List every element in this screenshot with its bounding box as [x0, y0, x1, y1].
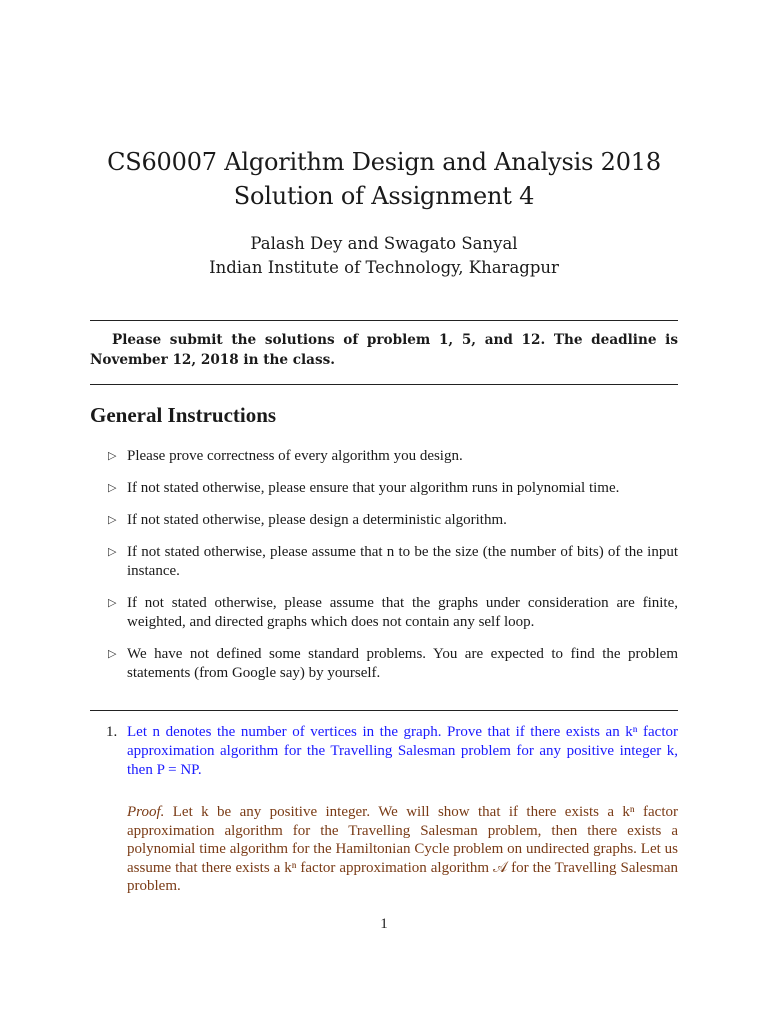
document-title: [0, 145, 768, 213]
author-affiliation: Indian Institute of Technology, Kharagpur: [209, 258, 559, 277]
instruction-item: [108, 543, 678, 581]
triangle-bullet-icon: ▷: [108, 546, 117, 558]
triangle-bullet-icon: ▷: [108, 648, 117, 660]
triangle-bullet-icon: ▷: [108, 597, 117, 609]
instruction-item: [108, 511, 678, 530]
page-number: 1: [380, 916, 388, 932]
instruction-text: If not stated otherwise, please assume that the graphs under consideration are finite, weighted, and directed graphs which does not contain any self loop.: [127, 595, 678, 630]
instruction-item: [108, 594, 678, 632]
author-block: [0, 232, 768, 280]
instruction-text: We have not defined some standard problems. You are expected to find the problem statements (from Google say) by yourself.: [127, 646, 678, 681]
problem-statement: Let n denotes the number of vertices in the graph. Prove that if there exists an kⁿ factor approximation algorithm for the Travelling Salesman problem for any positive integer k, then P = NP.: [127, 724, 678, 778]
instruction-text: If not stated otherwise, please design a deterministic algorithm.: [127, 512, 507, 528]
instruction-text: If not stated otherwise, please assume that n to be the size (the number of bits) of the input instance.: [127, 544, 678, 579]
problem-number: 1.: [106, 724, 118, 740]
triangle-bullet-icon: ▷: [108, 450, 117, 462]
instruction-text: If not stated otherwise, please ensure that your algorithm runs in polynomial time.: [127, 480, 620, 496]
instructions-list: [108, 447, 678, 696]
title-line-2: Solution of Assignment 4: [233, 182, 535, 210]
triangle-bullet-icon: ▷: [108, 514, 117, 526]
submission-note: Please submit the solutions of problem 1, 5, and 12. The deadline is November 12, 2018 in the class.: [90, 332, 678, 368]
instruction-item: [108, 645, 678, 683]
instruction-item: [108, 447, 678, 466]
top-rule: [90, 320, 678, 321]
note-bottom-rule: [90, 384, 678, 385]
proof-text: Let k be any positive integer. We will show that if there exists a kⁿ factor approximation algorithm for the Travelling Salesman problem, then there exists a polynomial time algorithm for the Hamiltonian Cycle problem on undirected graphs. Let us assume that there exists a kⁿ factor approximation algorithm 𝒜 for the Travelling Salesman problem.: [127, 804, 678, 894]
section-heading: General Instructions: [90, 403, 277, 427]
title-line-1: CS60007 Algorithm Design and Analysis 2018: [107, 148, 661, 176]
triangle-bullet-icon: ▷: [108, 482, 117, 494]
proof-block: [127, 803, 678, 896]
problems-rule: [90, 710, 678, 711]
proof-label: Proof.: [127, 804, 165, 820]
instruction-text: Please prove correctness of every algorithm you design.: [127, 448, 463, 464]
instruction-item: [108, 479, 678, 498]
author-names: Palash Dey and Swagato Sanyal: [250, 234, 518, 253]
